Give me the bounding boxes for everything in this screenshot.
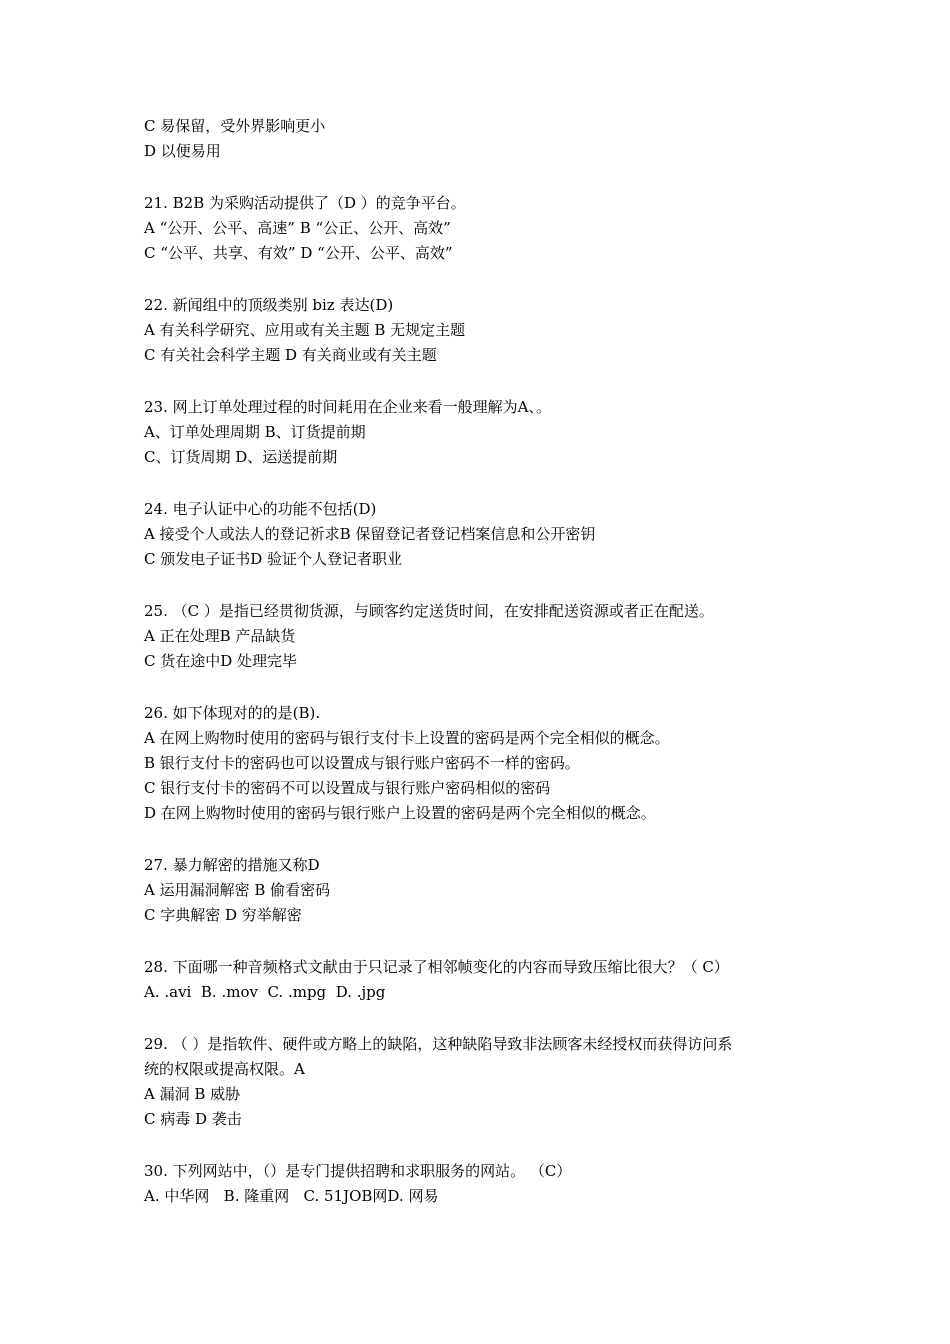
leading-option-c: C 易保留，受外界影响更小 — [144, 117, 326, 135]
question-stem — [144, 955, 824, 980]
question-option-line: A 有关科学研究、应用或有关主题 B 无规定主题 — [144, 321, 466, 339]
question-list — [144, 191, 824, 1209]
question-number: 23. — [144, 398, 168, 416]
question-text: （C ）是指已经贯彻货源，与顾客约定送货时间，在安排配送资源或者正在配送。 — [167, 602, 714, 620]
question-block — [144, 191, 824, 293]
question-number: 26. — [144, 704, 168, 722]
question-number: 30. — [144, 1162, 168, 1180]
spacer — [144, 470, 824, 497]
question-number: 22. — [144, 296, 168, 314]
question-option-line: D 在网上购物时使用的密码与银行账户上设置的密码是两个完全相似的概念。 — [144, 804, 656, 822]
question-block — [144, 395, 824, 497]
spacer — [144, 1132, 824, 1159]
leading-option-d: D 以便易用 — [144, 142, 221, 160]
question-block — [144, 1159, 824, 1209]
question-stem — [144, 191, 824, 216]
spacer — [144, 826, 824, 853]
question-option-line: C “公平、共享、有效” D “公开、公平、高效” — [144, 244, 453, 262]
question-block — [144, 497, 824, 599]
question-option-line: C 有关社会科学主题 D 有关商业或有关主题 — [144, 346, 437, 364]
question-option-line: C 字典解密 D 穷举解密 — [144, 906, 302, 924]
spacer — [144, 928, 824, 955]
question-block — [144, 955, 824, 1032]
question-stem — [144, 497, 824, 522]
document-page — [144, 114, 824, 1209]
question-option-line: A “公开、公平、高速” B “公正、公开、高效” — [144, 219, 451, 237]
spacer — [144, 368, 824, 395]
question-block — [144, 293, 824, 395]
question-option-line: C 货在途中D 处理完毕 — [144, 652, 298, 670]
question-option-line: B 银行支付卡的密码也可以设置成与银行账户密码不一样的密码。 — [144, 754, 580, 772]
question-option-line: C 病毒 D 袭击 — [144, 1110, 242, 1128]
spacer — [144, 164, 824, 191]
question-block — [144, 701, 824, 853]
question-stem — [144, 853, 824, 878]
question-stem — [144, 599, 824, 624]
question-option-line: A 正在处理B 产品缺货 — [144, 627, 296, 645]
question-stem — [144, 395, 824, 420]
question-option-line: A. .avi B. .mov C. .mpg D. .jpg — [144, 983, 386, 1001]
question-block — [144, 853, 824, 955]
question-option-line: 统的权限或提高权限。A — [144, 1060, 305, 1078]
spacer — [144, 266, 824, 293]
question-option-line: C 颁发电子证书D 验证个人登记者职业 — [144, 550, 403, 568]
question-text: 新闻组中的顶级类别 biz 表达(D) — [167, 296, 394, 314]
spacer — [144, 674, 824, 701]
question-number: 29. — [144, 1035, 168, 1053]
spacer — [144, 1005, 824, 1032]
question-text: 下列网站中，（）是专门提供招聘和求职服务的网站。 （C） — [167, 1162, 572, 1180]
spacer — [144, 572, 824, 599]
question-number: 28. — [144, 958, 168, 976]
question-option-line: A、订单处理周期 B、订货提前期 — [144, 423, 366, 441]
question-option-line: A 运用漏洞解密 B 偷看密码 — [144, 881, 331, 899]
question-block — [144, 599, 824, 701]
question-stem — [144, 1159, 824, 1184]
question-stem — [144, 701, 824, 726]
question-text: 网上订单处理过程的时间耗用在企业来看一般理解为A、。 — [167, 398, 551, 416]
question-number: 25. — [144, 602, 168, 620]
question-stem — [144, 293, 824, 318]
question-option-line: A 漏洞 B 威胁 — [144, 1085, 241, 1103]
question-number: 27. — [144, 856, 168, 874]
question-text: 下面哪一种音频格式文献由于只记录了相邻帧变化的内容而导致压缩比很大？（ C） — [167, 958, 729, 976]
question-block — [144, 1032, 824, 1159]
question-text: 电子认证中心的功能不包括(D) — [167, 500, 377, 518]
question-text: 暴力解密的措施又称D — [167, 856, 320, 874]
question-option-line: C 银行支付卡的密码不可以设置成与银行账户密码相似的密码 — [144, 779, 551, 797]
question-number: 24. — [144, 500, 168, 518]
question-text: 如下体现对的的是(B). — [167, 704, 321, 722]
question-stem — [144, 1032, 824, 1057]
question-option-line: A 接受个人或法人的登记祈求B 保留登记者登记档案信息和公开密钥 — [144, 525, 596, 543]
question-text: B2B 为采购活动提供了（D ）的竞争平台。 — [167, 194, 466, 212]
question-option-line: A. 中华网 B. 隆重网 C. 51JOB网D. 网易 — [144, 1187, 439, 1205]
question-option-line: C、订货周期 D、运送提前期 — [144, 448, 338, 466]
question-number: 21. — [144, 194, 168, 212]
question-text: （ ）是指软件、硬件或方略上的缺陷，这种缺陷导致非法顾客未经授权而获得访问系 — [167, 1035, 733, 1053]
question-option-line: A 在网上购物时使用的密码与银行支付卡上设置的密码是两个完全相似的概念。 — [144, 729, 670, 747]
